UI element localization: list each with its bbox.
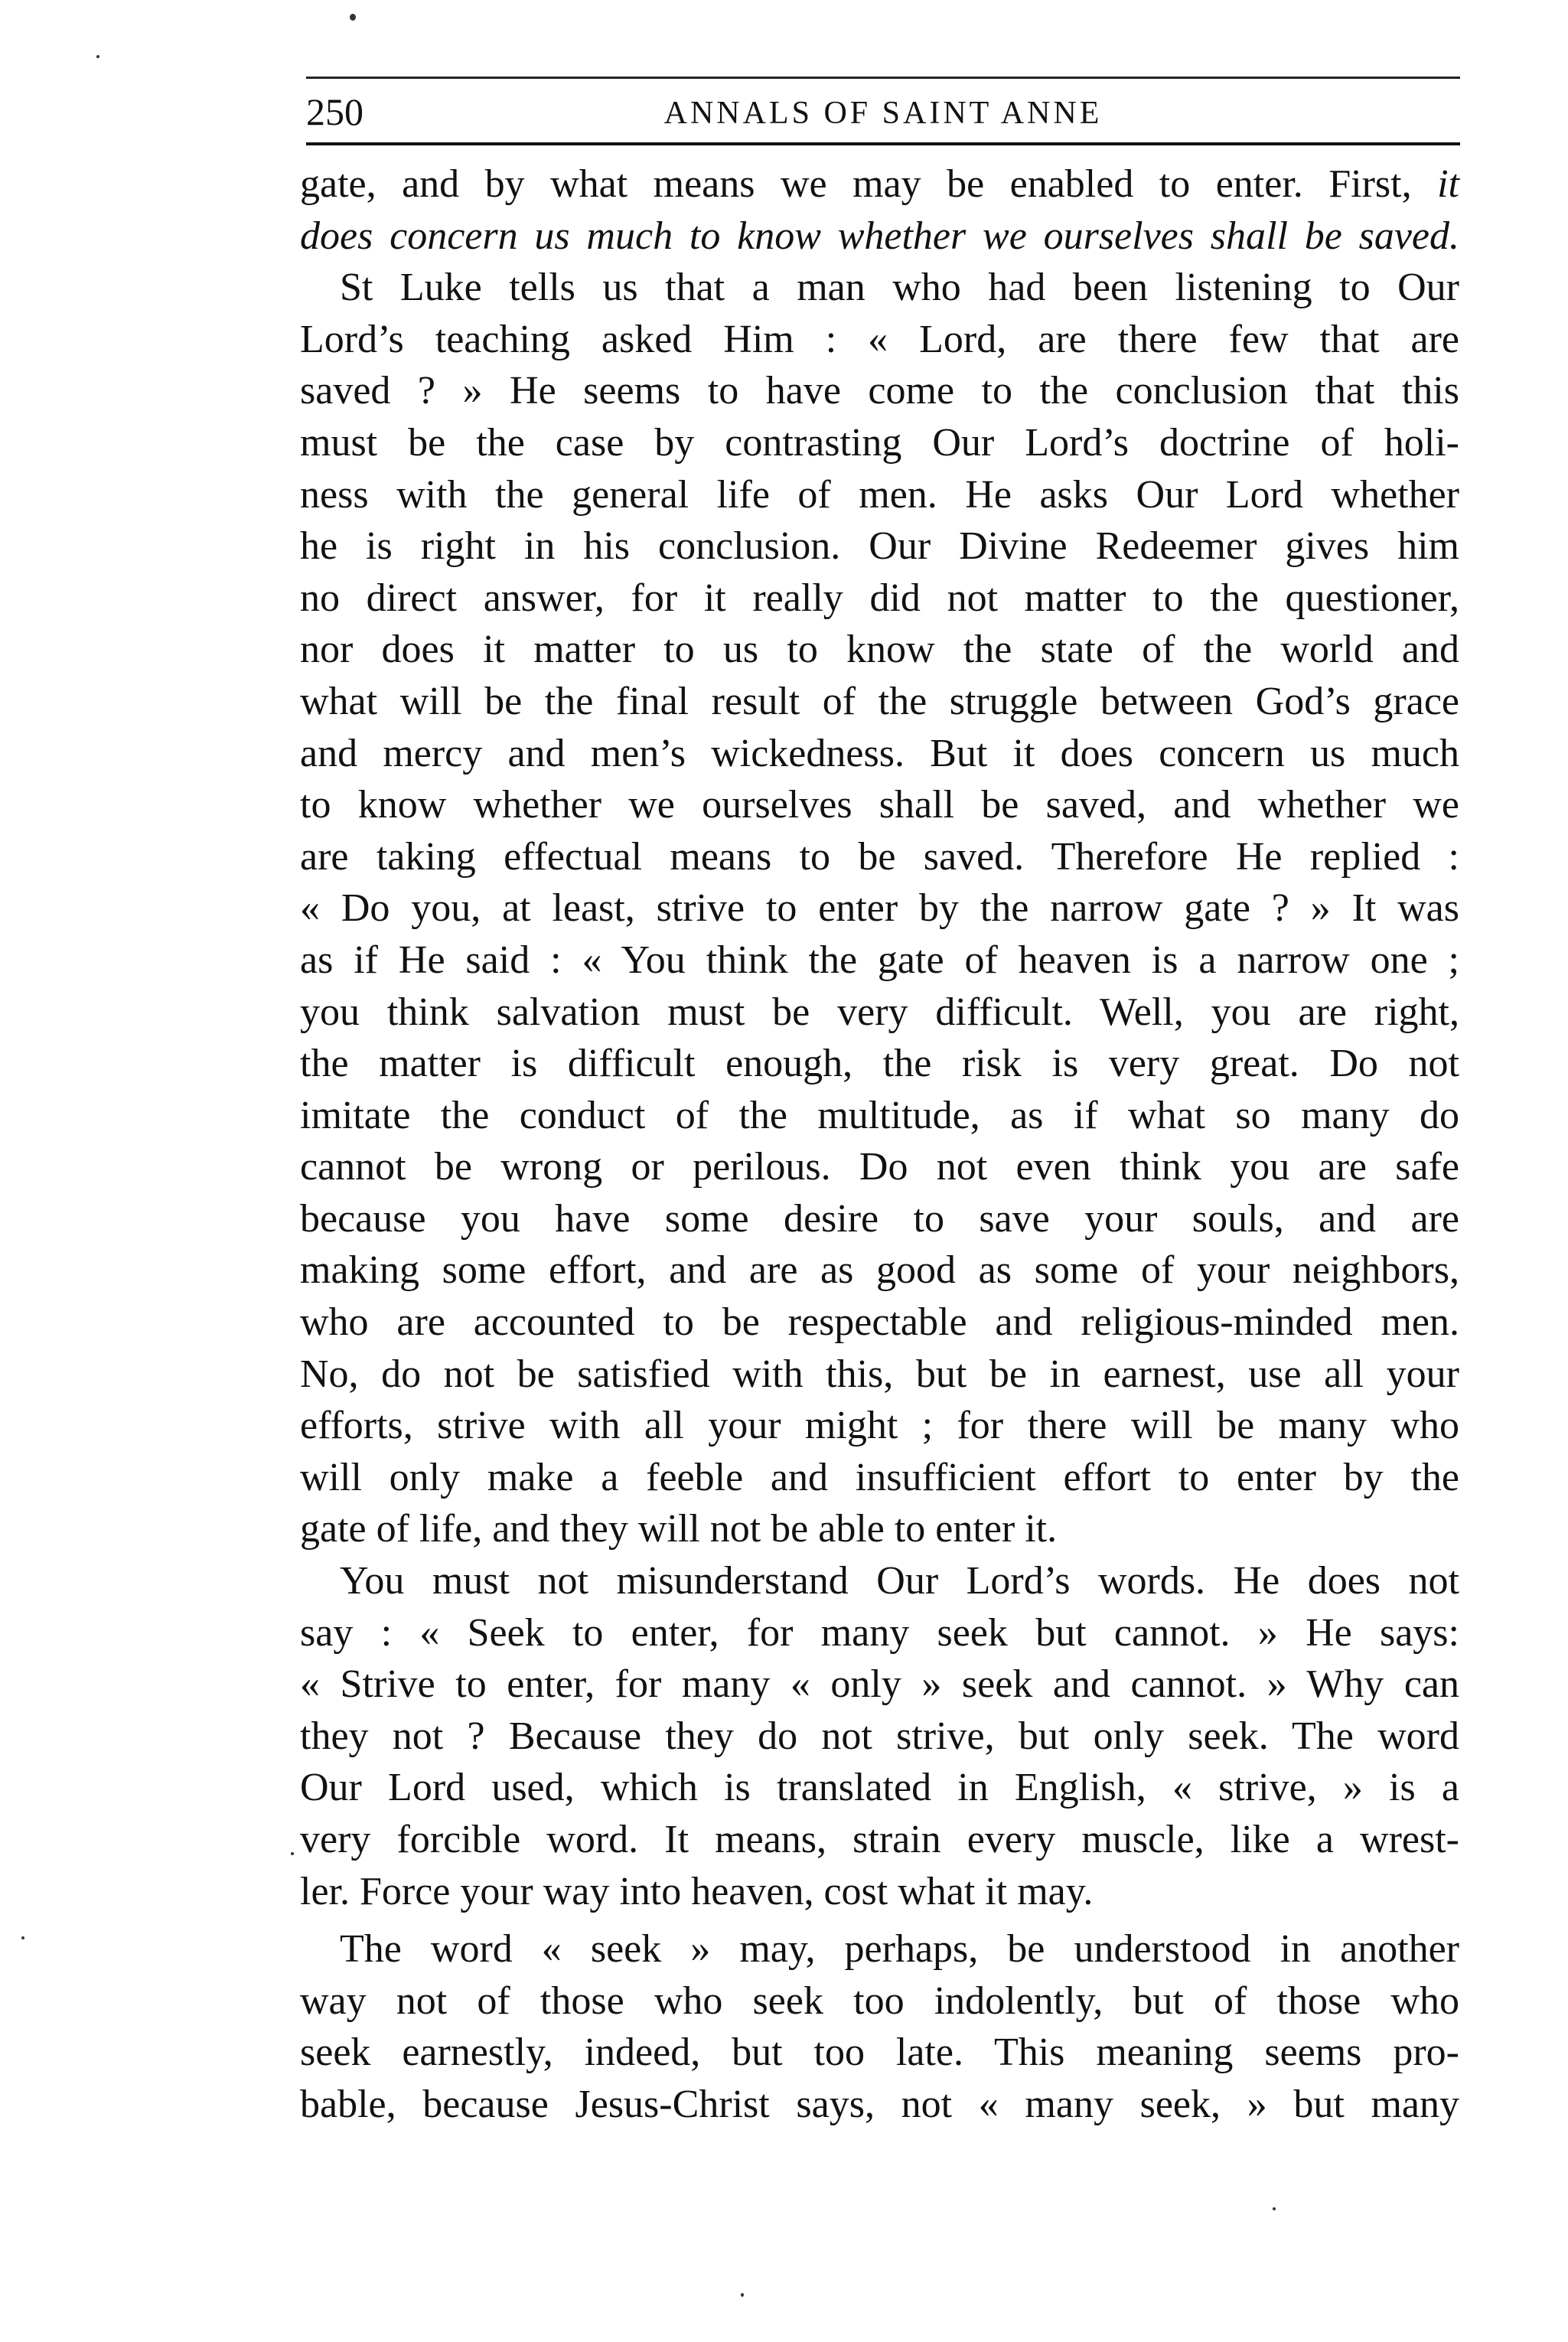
header-bottom-rule (306, 142, 1460, 145)
line-text: saved ? » He seems to have come to the conclusion that this (300, 369, 1459, 413)
text-line (300, 520, 1459, 572)
text-line (300, 987, 1459, 1039)
text-line (300, 210, 1459, 263)
line-text: must be the case by contrasting Our Lord’s doctrine of holi- (300, 420, 1459, 465)
line-text: no direct answer, for it really did not matter to the questioner, (300, 576, 1459, 620)
line-italic-text: it (1437, 162, 1459, 206)
text-line (300, 1503, 1459, 1555)
line-text: as if He said : « You think the gate of heaven is a narrow one ; (300, 938, 1459, 982)
text-line (300, 1762, 1459, 1814)
text-line (300, 1814, 1459, 1866)
text-line (300, 1090, 1459, 1142)
text-line (300, 882, 1459, 935)
text-line (300, 1193, 1459, 1245)
line-text: you think salvation must be very difficult. Well, you are right, (300, 990, 1459, 1034)
header-top-rule (306, 77, 1460, 79)
line-text: gate of life, and they will not be able to enter it. (300, 1507, 1058, 1551)
text-line (300, 469, 1459, 521)
line-text: cannot be wrong or perilous. Do not even think you are safe (300, 1145, 1459, 1189)
page-number: 250 (306, 90, 363, 133)
line-text: efforts, strive with all your might ; for there will be many who (300, 1404, 1459, 1448)
page-header (306, 77, 1460, 150)
text-line (300, 1244, 1459, 1297)
line-text: The word « seek » may, perhaps, be understood in another (340, 1927, 1459, 1972)
text-line (300, 624, 1459, 676)
text-line (300, 831, 1459, 883)
line-text: You must not misunderstand Our Lord’s words. He does not (340, 1559, 1459, 1603)
text-line (300, 1400, 1459, 1452)
text-line (300, 1711, 1459, 1763)
text-line (300, 779, 1459, 831)
line-text: are taking effectual means to be saved. Therefore He replied : (300, 834, 1459, 879)
text-line (300, 1659, 1459, 1711)
line-text: because you have some desire to save your souls, and are (300, 1196, 1459, 1241)
text-line (300, 1141, 1459, 1193)
text-line (300, 1452, 1459, 1504)
text-line (300, 1297, 1459, 1349)
text-line (300, 1555, 1459, 1607)
text-line (300, 1038, 1459, 1090)
running-head: ANNALS OF SAINT ANNE (663, 96, 1103, 131)
text-line (300, 1349, 1459, 1401)
line-text: they not ? Because they do not strive, but only seek. The word (300, 1714, 1459, 1758)
line-text: ler. Force your way into heaven, cost what it may. (300, 1869, 1094, 1913)
line-text: No, do not be satisfied with this, but be in earnest, use all your (300, 1352, 1459, 1396)
line-text: seek earnestly, indeed, but too late. This meaning seems pro- (300, 2030, 1459, 2075)
text-line (300, 1923, 1459, 1975)
line-text: St Luke tells us that a man who had been listening to Our (340, 266, 1459, 310)
line-text: say : « Seek to enter, for many seek but cannot. » He says: (300, 1610, 1459, 1655)
line-text: making some effort, and are as good as some of your neighbors, (300, 1248, 1459, 1293)
text-line (300, 262, 1459, 314)
text-line (300, 365, 1459, 417)
line-text: and mercy and men’s wickedness. But it does concern us much (300, 731, 1459, 775)
line-text: way not of those who seek too indolently, but of those who (300, 1978, 1459, 2023)
line-italic-text: does concern us much to know whether we ourselves shall be saved. (300, 214, 1459, 258)
text-line (300, 1866, 1459, 1918)
line-text: what will be the final result of the struggle between God’s grace (300, 679, 1459, 723)
text-line (300, 935, 1459, 987)
line-text: ness with the general life of men. He asks Our Lord whether (300, 472, 1459, 517)
line-text: « Do you, at least, strive to enter by the narrow gate ? » It was (300, 886, 1459, 931)
text-line (300, 417, 1459, 469)
line-text: who are accounted to be respectable and religious-minded men. (300, 1300, 1459, 1345)
line-text: Our Lord used, which is translated in English, « strive, » is a (300, 1766, 1459, 1810)
text-line (300, 158, 1459, 210)
text-line (300, 2079, 1459, 2131)
text-line (300, 676, 1459, 728)
line-text: to know whether we ourselves shall be saved, and whether we (300, 783, 1459, 827)
line-text: he is right in his conclusion. Our Divine Redeemer gives him (300, 524, 1459, 569)
line-text: the matter is difficult enough, the risk is very great. Do not (300, 1042, 1459, 1086)
text-line (300, 314, 1459, 366)
line-text: imitate the conduct of the multitude, as if what so many do (300, 1093, 1459, 1137)
text-line (300, 728, 1459, 780)
body-text (300, 158, 1459, 2131)
line-text: Lord’s teaching asked Him : « Lord, are there few that are (300, 317, 1459, 361)
text-line (300, 572, 1459, 625)
line-text: nor does it matter to us to know the state of the world and (300, 628, 1459, 672)
line-text: gate, and by what means we may be enabled to enter. First, (300, 162, 1438, 206)
line-text: will only make a feeble and insufficient effort to enter by the (300, 1455, 1459, 1499)
line-text: very forcible word. It means, strain every muscle, like a wrest- (300, 1818, 1459, 1861)
line-text: « Strive to enter, for many « only » seek and cannot. » Why can (300, 1662, 1459, 1707)
text-line (300, 1975, 1459, 2027)
text-line (300, 2027, 1459, 2079)
text-line (300, 1607, 1459, 1659)
line-text: bable, because Jesus-Christ says, not « many seek, » but many (300, 2082, 1459, 2126)
